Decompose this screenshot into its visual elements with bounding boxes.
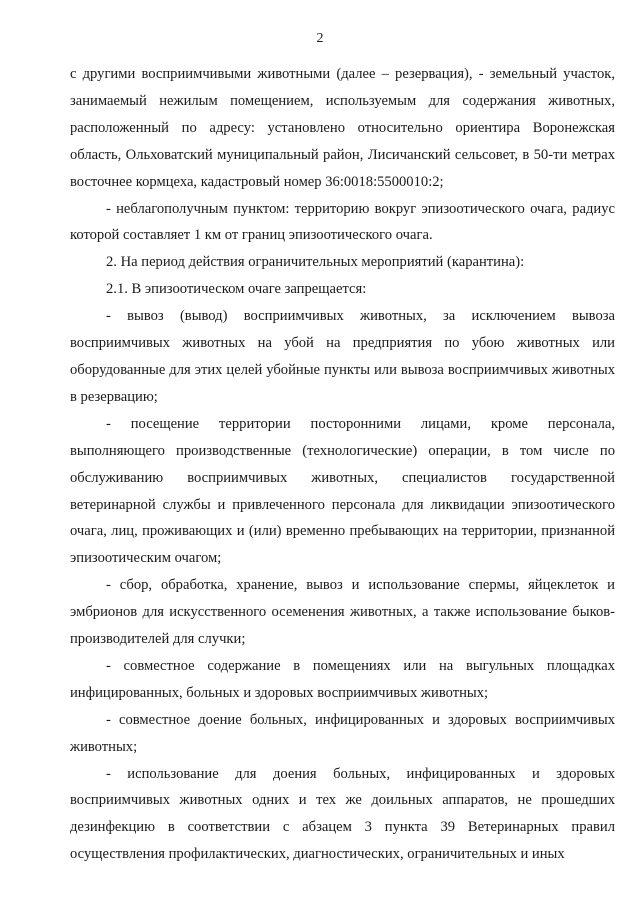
paragraph-ban-milking-machines: - использование для доения больных, инфицированных и здоровых восприимчивых животных одних и тех же доильных аппаратов, не прошедших дезинфекцию в соответствии с абзацем 3 пункта 39 Ветеринарных правил осуществления профилактических, диагностических, ограничительных и иных	[70, 765, 615, 863]
paragraph-unfavorable-point: - неблагополучным пунктом: территорию вокруг эпизоотического очага, радиус которой составляет 1 км от границ эпизоотического очага.	[70, 200, 615, 244]
page-number: 2	[316, 31, 324, 46]
paragraph-reservation-parcel: с другими восприимчивыми животными (далее – резервация), - земельный участок, занимаемый нежилым помещением, используемым для содержания животных, расположенный по адресу: установлено относительно ориентира Воронежская область, Ольховатский муниципальный район, Лисичанский сельсовет, в 50-ти метрах восточнее кормцеха, кадастровый номер 36:0018:5500010:2;	[70, 66, 615, 190]
document-body	[70, 61, 615, 868]
paragraph-section-2-heading: 2. На период действия ограничительных мероприятий (карантина):	[106, 254, 525, 271]
paragraph-ban-visits: - посещение территории посторонними лицами, кроме персонала, выполняющего производственные (технологические) операции, в том числе по обслуживанию восприимчивых животных, специалистов государственной ветеринарной службы и привлеченного персонала для ликвидации эпизоотического очага, лиц, проживающих и (или) временно пребывающих на территории, признанной эпизоотическим очагом;	[70, 415, 615, 567]
paragraph-ban-animal-removal: - вывоз (вывод) восприимчивых животных, за исключением вывоза восприимчивых животных на убой на предприятия по убою животных или оборудованные для этих целей убойные пункты или вывоза восприимчивых животных в резервацию;	[70, 308, 615, 405]
paragraph-ban-joint-milking: - совместное доение больных, инфицированных и здоровых восприимчивых животных;	[70, 711, 615, 755]
paragraph-ban-semen-collection: - сбор, обработка, хранение, вывоз и использование спермы, яйцеклеток и эмбрионов для искусственного осеменения животных, а также использование быков-производителей для случки;	[70, 577, 615, 648]
paragraph-section-2-1-heading: 2.1. В эпизоотическом очаге запрещается:	[106, 281, 367, 298]
paragraph-ban-joint-keeping: - совместное содержание в помещениях или на выгульных площадках инфицированных, больных и здоровых восприимчивых животных;	[70, 657, 615, 701]
